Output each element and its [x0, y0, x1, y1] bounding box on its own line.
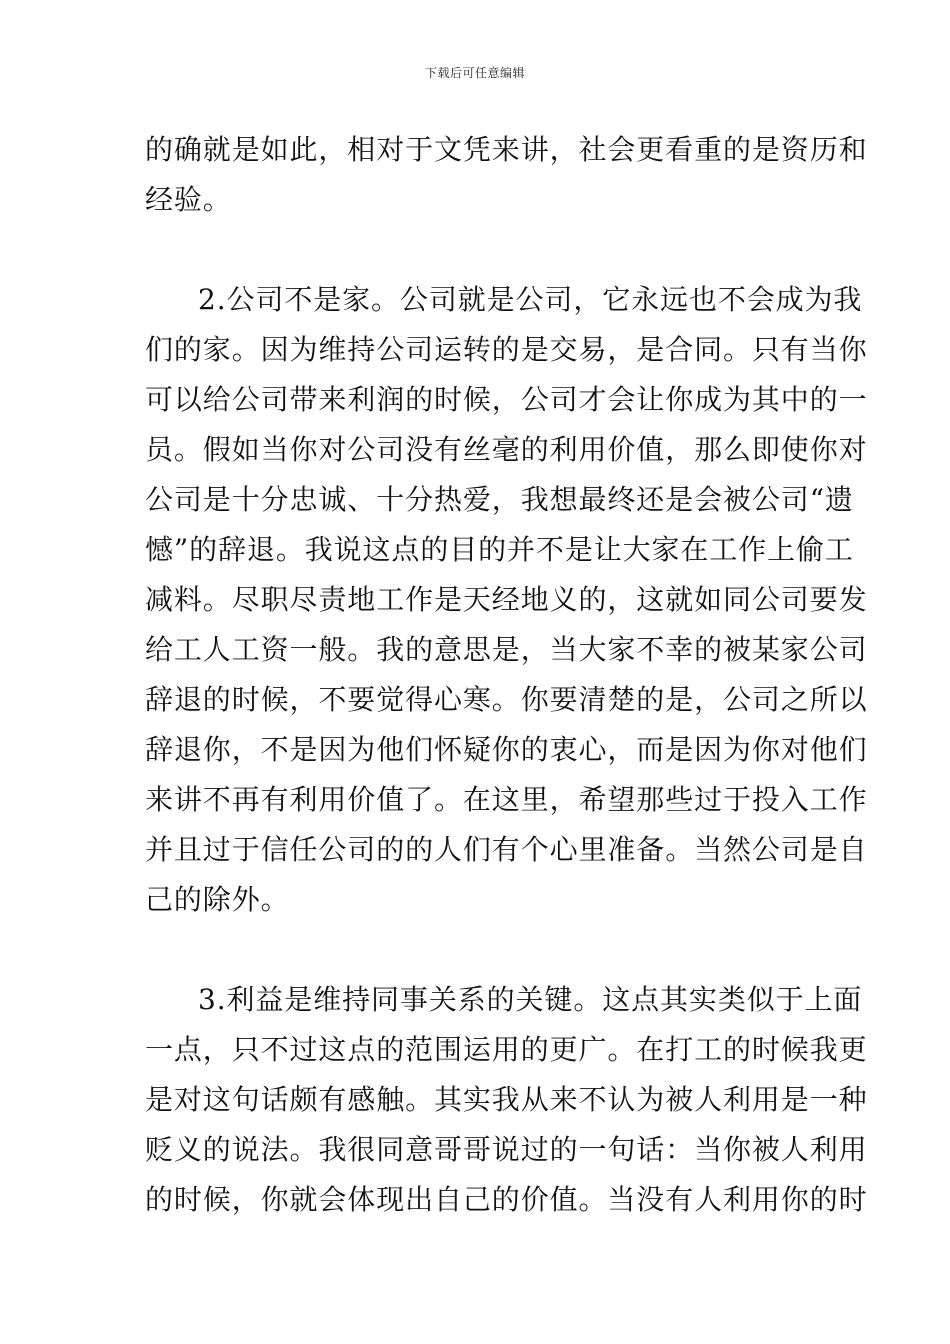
paragraph-line: 给工人工资一般。我的意思是，当大家不幸的被某家公司 — [145, 633, 868, 666]
paragraph-line: 憾”的辞退。我说这点的目的并不是让大家在工作上偷工 — [145, 533, 854, 566]
paragraph-line: 一点，只不过这点的范围运用的更广。在打工的时候我更 — [145, 1033, 868, 1066]
paragraph-line: 己的除外。 — [145, 883, 290, 916]
paragraph-line: 贬义的说法。我很同意哥哥说过的一句话：当你被人利用 — [145, 1133, 868, 1166]
paragraph-line: 可以给公司带来利润的时候，公司才会让你成为其中的一 — [145, 383, 868, 416]
paragraph-line: 公司是十分忠诚、十分热爱，我想最终还是会被公司“遗 — [145, 483, 854, 516]
paragraph-line: 减料。尽职尽责地工作是天经地义的，这就如同公司要发 — [145, 583, 868, 616]
paragraph-line: 的确就是如此，相对于文凭来讲，社会更看重的是资历和 — [145, 133, 868, 166]
paragraph-line: 的时候，你就会体现出自己的价值。当没有人利用你的时 — [145, 1183, 868, 1216]
page-header: 下载后可任意编辑 — [424, 66, 525, 80]
paragraph-line: 员。假如当你对公司没有丝毫的利用价值，那么即使你对 — [145, 433, 868, 466]
paragraph-line: 经验。 — [145, 183, 232, 216]
paragraph-line: 们的家。因为维持公司运转的是交易，是合同。只有当你 — [145, 333, 868, 366]
paragraph-line: 来讲不再有利用价值了。在这里，希望那些过于投入工作 — [145, 783, 868, 816]
paragraph-line: 辞退的时候，不要觉得心寒。你要清楚的是，公司之所以 — [145, 683, 868, 716]
paragraph-line: 是对这句话颇有感触。其实我从来不认为被人利用是一种 — [145, 1083, 868, 1116]
paragraph-line: 辞退你，不是因为他们怀疑你的衷心，而是因为你对他们 — [145, 733, 868, 766]
paragraph-line: 3.利益是维持同事关系的关键。这点其实类似于上面 — [198, 983, 863, 1016]
paragraph-line: 2.公司不是家。公司就是公司，它永远也不会成为我 — [198, 283, 863, 316]
paragraph-line: 并且过于信任公司的的人们有个心里准备。当然公司是自 — [145, 833, 868, 866]
